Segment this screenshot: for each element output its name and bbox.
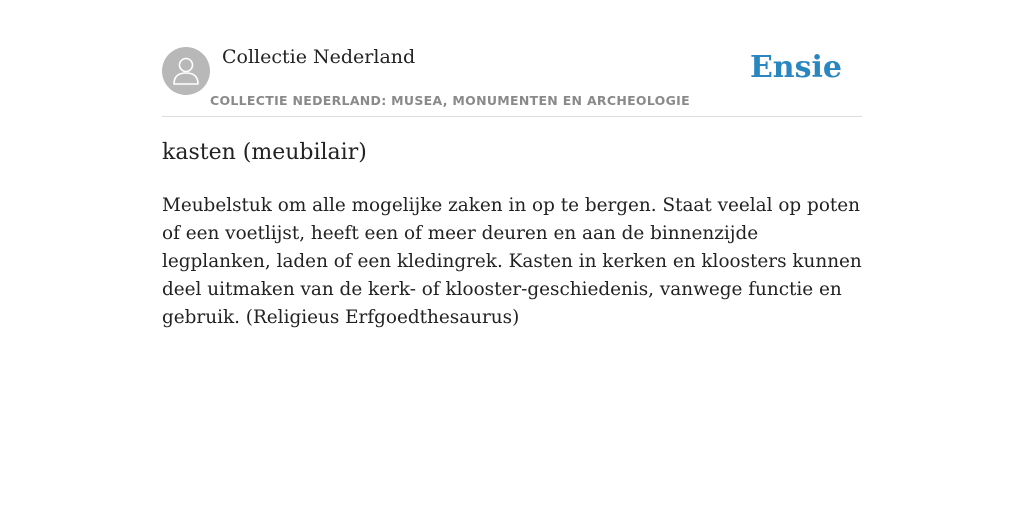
user-icon <box>162 47 210 95</box>
page-title: kasten (meubilair) <box>162 140 367 165</box>
definition-text: Meubelstuk om alle mogelijke zaken in op te bergen. Staat veelal op poten of een voetlijst, heeft een of meer deuren en aan de binnenzijde legplanken, laden of een kledingrek. Kasten in kerken en kloosters kunnen deel uitmaken van de kerk- of klooster-geschiedenis, vanwege functie en gebruik. (Religieus Erfgoedthesaurus) <box>162 195 862 328</box>
author-subtitle: COLLECTIE NEDERLAND: MUSEA, MONUMENTEN EN ARCHEOLOGIE <box>210 93 690 108</box>
header <box>162 36 862 117</box>
author-name-link[interactable]: Collectie Nederland <box>222 46 416 68</box>
avatar[interactable] <box>162 47 210 95</box>
brand-logo-link[interactable]: Ensie <box>749 50 842 85</box>
